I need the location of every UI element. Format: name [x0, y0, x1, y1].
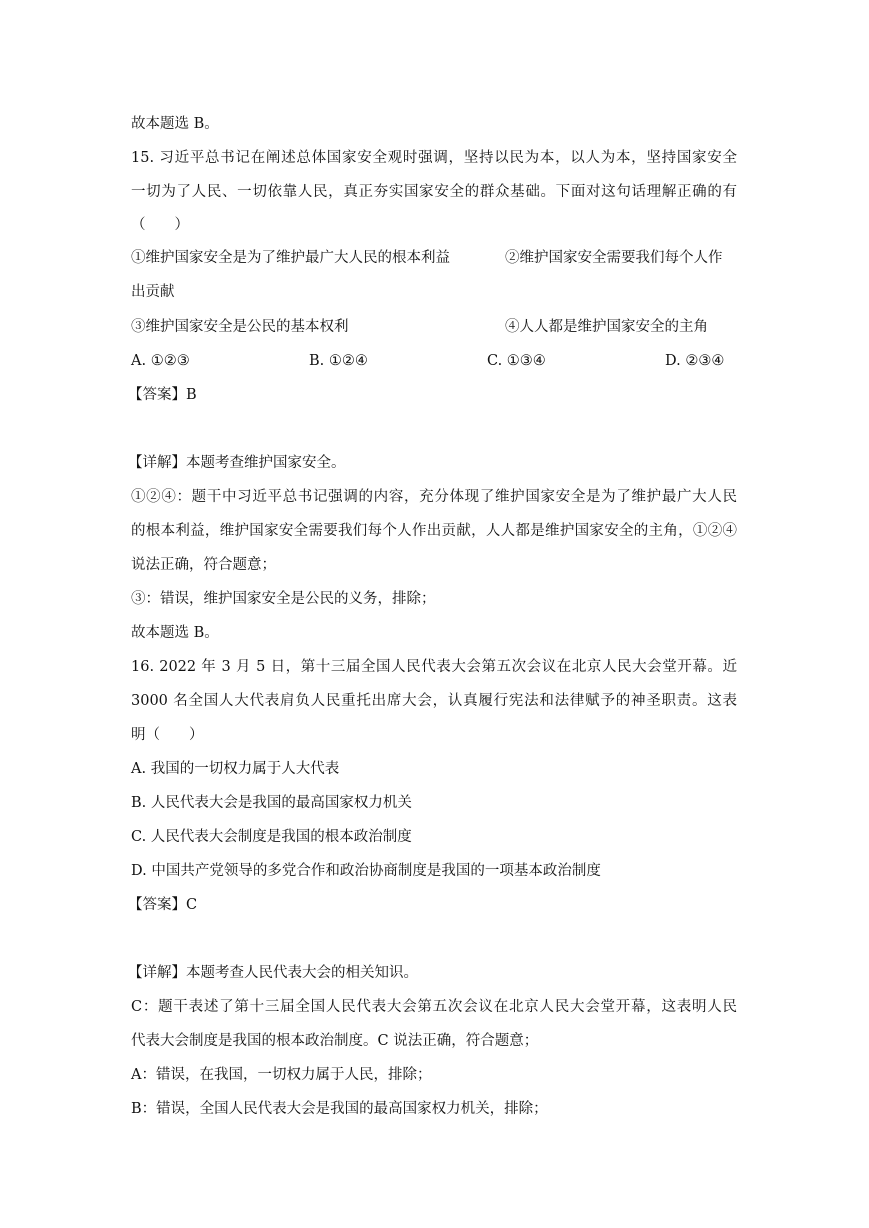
q15-option-d: D. ②③④ — [665, 353, 725, 369]
q15-stem-line3: （ ） — [131, 217, 189, 233]
q15-stem-line1: 15. 习近平总书记在阐述总体国家安全观时强调，坚持以民为本，以人为本，坚持国家安全 — [131, 150, 737, 166]
q16-detail-title: 【详解】本题考查人民代表大会的相关知识。 — [128, 965, 418, 981]
q16-detail-line3: A：错误，在我国，一切权力属于人民，排除； — [131, 1067, 432, 1083]
q15-item1: ①维护国家安全是为了维护最广大人民的根本利益 — [131, 250, 450, 266]
q15-item4: ④人人都是维护国家安全的主角 — [505, 319, 708, 335]
q16-answer: 【答案】C — [128, 897, 198, 913]
q15-options — [131, 351, 737, 371]
q15-option-a: A. ①②③ — [131, 353, 190, 369]
q16-option-c: C. 人民代表大会制度是我国的根本政治制度 — [131, 829, 412, 845]
q16-stem-line2: 3000 名全国人大代表肩负人民重托出席大会，认真履行宪法和法律赋予的神圣职责。这表 — [131, 693, 737, 709]
q15-conclusion: 故本题选 B。 — [131, 625, 219, 641]
q15-detail-title: 【详解】本题考查维护国家安全。 — [128, 455, 346, 471]
q16-stem-line1: 16. 2022 年 3 月 5 日，第十三届全国人民代表大会第五次会议在北京人民大会堂开幕。近 — [131, 659, 737, 675]
q15-detail-line2: 的根本利益，维护国家安全需要我们每个人作出贡献，人人都是维护国家安全的主角，①②④ — [131, 523, 737, 539]
q15-option-b: B. ①②④ — [309, 353, 368, 369]
previous-conclusion: 故本题选 B。 — [131, 116, 219, 132]
q16-detail-line1: C：题干表述了第十三届全国人民代表大会第五次会议在北京人民大会堂开幕，这表明人民 — [131, 999, 737, 1015]
q15-item2-part1: ②维护国家安全需要我们每个人作 — [505, 250, 723, 266]
q15-detail-line4: ③：错误，维护国家安全是公民的义务，排除； — [131, 591, 436, 607]
q15-item2-part2: 出贡献 — [131, 284, 175, 300]
q16-stem-line3: 明（ ） — [131, 727, 204, 743]
q15-item3: ③维护国家安全是公民的基本权利 — [131, 319, 349, 335]
q15-detail-line1: ①②④：题干中习近平总书记强调的内容，充分体现了维护国家安全是为了维护最广大人民 — [131, 489, 737, 505]
q16-detail-line4: B：错误，全国人民代表大会是我国的最高国家权力机关，排除； — [131, 1101, 548, 1117]
q15-detail-line3: 说法正确，符合题意； — [131, 557, 276, 573]
q15-stem-line2: 一切为了人民、一切依靠人民，真正夯实国家安全的群众基础。下面对这句话理解正确的有 — [131, 184, 737, 200]
q16-option-d: D. 中国共产党领导的多党合作和政治协商制度是我国的一项基本政治制度 — [131, 863, 601, 879]
q16-detail-line2: 代表大会制度是我国的根本政治制度。C 说法正确，符合题意； — [131, 1033, 539, 1049]
q16-option-b: B. 人民代表大会是我国的最高国家权力机关 — [131, 795, 412, 811]
q15-option-c: C. ①③④ — [487, 353, 546, 369]
q15-answer: 【答案】B — [128, 387, 197, 403]
q16-option-a: A. 我国的一切权力属于人大代表 — [131, 761, 340, 777]
